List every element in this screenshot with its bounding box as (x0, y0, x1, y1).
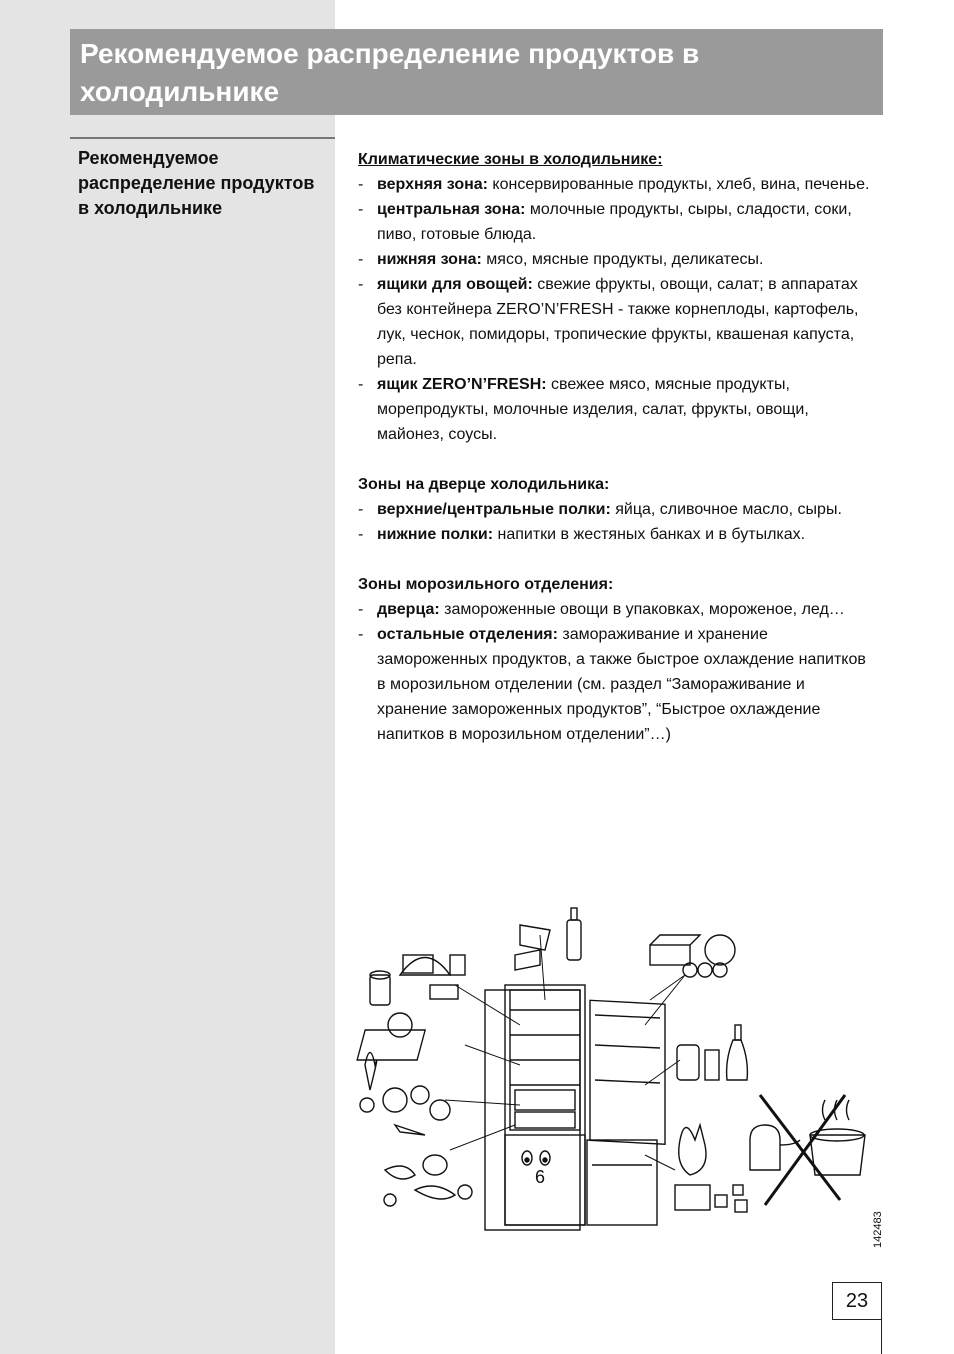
list-item: - верхняя зона: консервированные продукты, хлеб, вина, печенье. (358, 176, 870, 193)
section-title-climate-zones: Климатические зоны в холодильнике: (358, 151, 663, 168)
climate-zones-list (358, 172, 878, 447)
list-item: - нижняя зона: мясо, мясные продукты, деликатесы. (358, 251, 764, 268)
section-title-door-zones: Зоны на дверце холодильника: (358, 476, 610, 493)
sidebar-heading: Рекомендуемое распределение продуктов в холодильнике (78, 148, 315, 218)
list-item: - ящик ZERO’N’FRESH: свежее мясо, мясные продукты, морепродукты, молочные изделия, салат, фрукты, овощи, майонез, соусы. (358, 376, 809, 443)
sidebar-divider (70, 137, 335, 139)
list-item: - нижние полки: напитки в жестяных банках и в бутылках. (358, 526, 806, 543)
page-number: 23 (832, 1282, 882, 1320)
page-title-bar (70, 29, 883, 115)
smiley-face-icon (522, 1151, 550, 1187)
list-item: - остальные отделения: замораживание и хранение замороженных продуктов, а также быстрое охлаждение напитков в морозильном отделении (см. раздел “Замораживание и хранение замороженных продуктов”, “Быстрое охлаждение напитков в морозильном отделении”…) (358, 626, 866, 743)
figure-code: 142483 (872, 1211, 884, 1248)
face-number: 6 (535, 1167, 546, 1187)
fridge-illustration (355, 900, 890, 1240)
prohibited-cross-icon (760, 1095, 845, 1205)
freezer-zones-list (358, 597, 878, 747)
main-content (358, 147, 878, 747)
page-title: Рекомендуемое распределение продуктов в холодильнике (80, 38, 700, 107)
list-item: - дверца: замороженные овощи в упаковках, мороженое, лед… (358, 601, 845, 618)
section-title-freezer-zones: Зоны морозильного отделения: (358, 576, 614, 593)
door-zones-list (358, 497, 878, 547)
food-items-left (357, 908, 581, 1206)
list-item: - верхние/центральные полки: яйца, сливочное масло, сыры. (358, 501, 842, 518)
page-number-rule (881, 1320, 882, 1354)
list-item: - ящики для овощей: свежие фрукты, овощи, салат; в аппаратах без контейнера ZERO’N’FRESH - также корнеплоды, картофель, лук, чеснок, помидоры, тропические фрукты, квашеная капуста, репа. (358, 276, 859, 368)
list-item: - центральная зона: молочные продукты, сыры, сладости, соки, пиво, готовые блюда. (358, 201, 852, 243)
fridge-body (485, 985, 665, 1230)
